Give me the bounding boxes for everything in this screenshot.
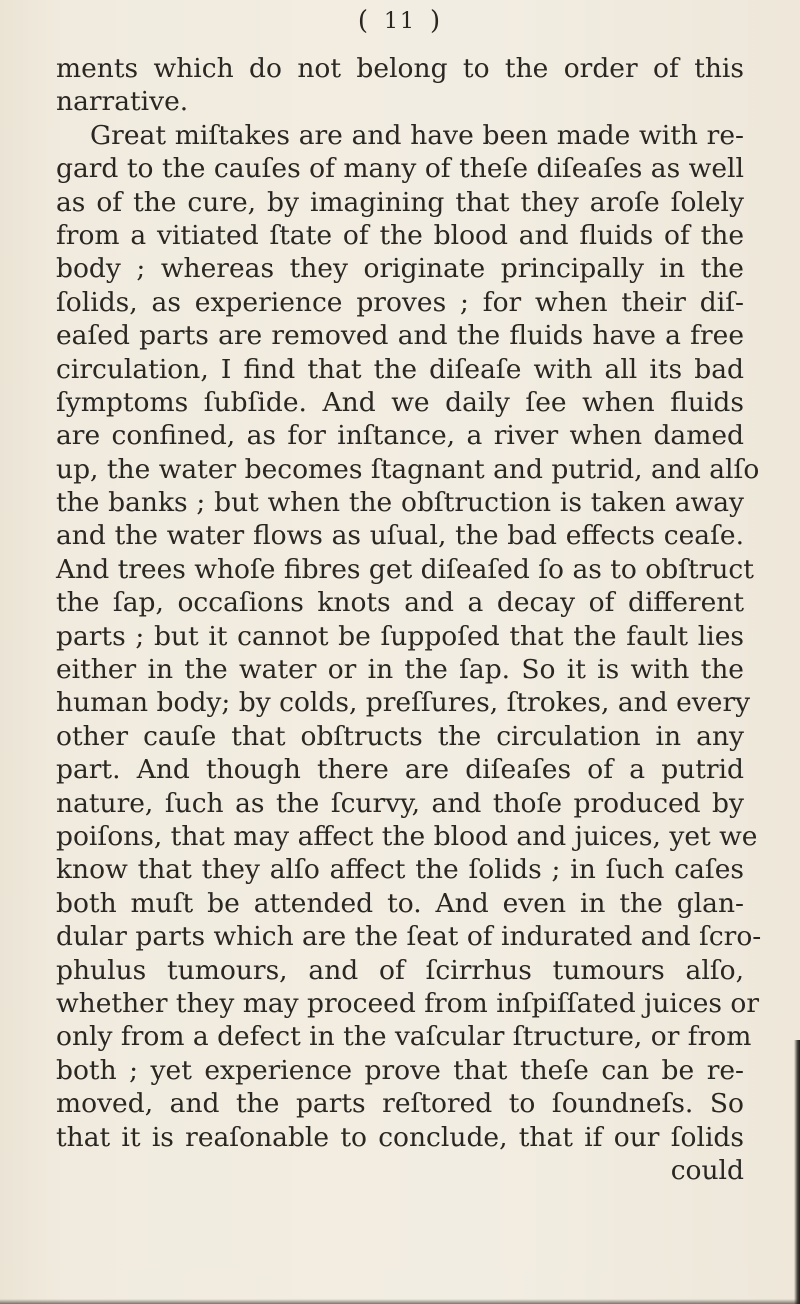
text-line: either in the water or in the ſap. So it is with the — [56, 654, 744, 686]
text-line: that it is reaſonable to conclude, that if our ſolids — [56, 1121, 744, 1153]
text-line: poiſons, that may affect the blood and juices, yet we — [56, 820, 758, 852]
text-line: from a vitiated ſtate of the blood and fluids of the — [56, 219, 744, 251]
page-number: 11 — [384, 9, 416, 34]
body-text — [56, 52, 762, 1187]
text-line: and the water flows as uſual, the bad effects ceaſe. — [56, 520, 744, 552]
text-line: ments which do not belong to the order of this — [56, 53, 744, 84]
text-line: phulus tumours, and of ſcirrhus tumours alſo, — [56, 954, 744, 986]
text-line: the banks ; but when the obſtruction is taken away — [56, 487, 744, 519]
text-line: part. And though there are diſeaſes of a putrid — [56, 754, 744, 786]
text-line: both ; yet experience prove that theſe can be re- — [56, 1054, 744, 1086]
text-line: body ; whereas they originate principally in the — [56, 253, 744, 285]
text-line: as of the cure, by imagining that they aroſe ſolely — [56, 186, 744, 218]
text-line: are confined, as for inſtance, a river when damed — [56, 420, 744, 452]
paragraph-start-line: Great miſtakes are and have been made with re- — [90, 119, 744, 151]
text-line: the ſap, occaſions knots and a decay of different — [56, 587, 744, 619]
text-line: only from a defect in the vaſcular ſtructure, or from — [56, 1021, 752, 1053]
text-line: circulation, I find that the diſeaſe with all its bad — [56, 353, 744, 385]
header-open-paren: ( — [357, 6, 370, 36]
text-line: ſymptoms ſubſide. And we daily ſee when fluids — [56, 386, 744, 418]
text-line: parts ; but it cannot be ſuppoſed that the fault lies — [56, 620, 744, 652]
text-line: gard to the cauſes of many of theſe diſeaſes as well — [56, 153, 744, 185]
page-edge-shadow-right — [794, 1040, 800, 1304]
text-line: ſolids, as experience proves ; for when their diſ- — [56, 286, 744, 318]
text-line: narrative. — [56, 86, 189, 118]
text-line: other cauſe that obſtructs the circulation in any — [56, 720, 744, 752]
text-line: And trees whoſe fibres get diſeaſed ſo as to obſtruct — [56, 553, 754, 585]
text-line: eaſed parts are removed and the fluids have a free — [56, 320, 744, 352]
text-line: nature, ſuch as the ſcurvy, and thoſe produced by — [56, 787, 744, 819]
text-line: moved, and the parts reſtored to ſoundneſs. So — [56, 1088, 744, 1120]
text-line: know that they alſo affect the ſolids ; in ſuch caſes — [56, 854, 744, 886]
page-header — [0, 6, 800, 37]
text-line: up, the water becomes ſtagnant and putrid, and alſo — [56, 453, 760, 485]
catchword: could — [670, 1154, 744, 1186]
header-close-paren: ) — [430, 6, 443, 36]
text-line: human body; by colds, preſſures, ſtrokes, and every — [56, 687, 751, 719]
text-line: whether they may proceed from inſpiſſated juices or — [56, 987, 760, 1019]
page-edge-shadow-bottom — [0, 1299, 800, 1304]
text-line: both muſt be attended to. And even in the glan- — [56, 887, 744, 919]
text-line: dular parts which are the ſeat of indurated and ſcro- — [56, 921, 762, 953]
